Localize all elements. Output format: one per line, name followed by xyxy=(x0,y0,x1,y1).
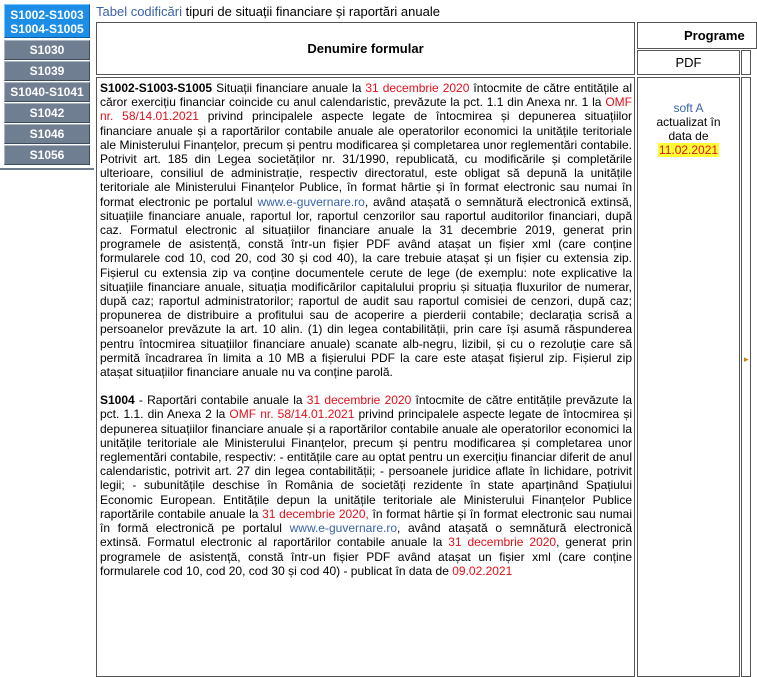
sidebar-item-s1046[interactable]: S1046 xyxy=(4,124,90,144)
partial-marker-icon: ▸ xyxy=(744,354,749,364)
entry-text: întocmite de către entitățile al căror exercițiu financiar coincide cu anul calendaristic, prevăzute la pct. 1.1 din Anexa nr. 1 la xyxy=(100,81,632,110)
sidebar-item-s1002-s1005[interactable]: S1002-S1003 S1004-S1005 xyxy=(4,4,90,38)
entry-text: întocmite de către entitățile prevăzute la pct. 1.1. din Anexa 2 la xyxy=(100,393,632,422)
publish-date: 09.02.2021 xyxy=(452,563,513,578)
e-guvernare-link[interactable]: www.e-guvernare.ro xyxy=(289,521,398,536)
entry-code: S1004 xyxy=(100,393,135,408)
header-extra-column xyxy=(741,50,751,75)
sidebar-item-s1040-s1041[interactable]: S1040-S1041 xyxy=(4,82,90,102)
sidebar-item-s1039[interactable]: S1039 xyxy=(4,61,90,81)
entry-s1002-s1003-s1005 xyxy=(100,81,632,379)
deadline-date: 31 decembrie 2020 xyxy=(365,81,470,95)
soft-a-link[interactable]: soft A xyxy=(673,101,704,115)
header-programe: Programe xyxy=(637,22,757,49)
sidebar-item-s1042[interactable]: S1042 xyxy=(4,103,90,123)
sidebar xyxy=(0,0,94,168)
deadline-date: 31 decembrie 2020 xyxy=(448,535,557,550)
entry-text: , generat prin programele de asistență, constă într-un fișier PDF având atașat un fișier xml (care conține formularele cod 10, cod 20, cod 30 și cod 40) - publicat în data de xyxy=(100,535,632,578)
updated-date: 11.02.2021 xyxy=(658,143,719,157)
deadline-date: 31 decembrie 2020 xyxy=(306,393,412,408)
entry-text: , având atașată o semnătură electronică extinsă, situațiile financiare anuale, raportul lor, raportul cenzorilor sau raportul auditorilor financiari, după caz. Formatul electronic al situațiilor financiare anuale la 31 decembrie 2019, generat prin programele de asistență, constă într-un fișier PDF având atașat un fișier xml (care conține formularele cod 10, cod 20, cod 30 și cod 40), la care trebuie atașat și un fișier cu extensia zip. Fișierul cu extensia zip va conține documentele cerute de lege (de exemplu: note explicative la situațiile financiare anuale, situația modificărilor capitalului propriu și situația fluxurilor de numerar, după caz; raportul administratorilor; raportul de audit sau raportul comisiei de cenzori, după caz; propunerea de distribuire a profitului sau de acoperire a pierderii contabile; declarația scrisă a persoanelor prevăzute la art. 10 alin. (1) din legea contabilității, prin care își asumă răspunderea pentru întocmirea situațiilor financiare anuale) scanate alb-negru, lizibil, și cu o rezoluție care să permită încadrarea în limita a 10 MB a fișierului PDF la care este atașat fișierul zip. Fișierul zip atașat situațiilor financiare anuale nu va conține parolă. xyxy=(100,194,633,380)
entry-text: , având atașată o semnătură electronică extinsă. Formatul electronic al raportărilor contabile anuale la xyxy=(100,521,633,550)
codification-table-link[interactable]: Tabel codificări xyxy=(96,4,182,19)
sidebar-bottom-border xyxy=(0,168,94,170)
form-description-cell xyxy=(96,77,635,677)
deadline-date: 31 decembrie 2020, xyxy=(262,506,369,521)
header-pdf: PDF xyxy=(637,50,740,75)
entry-text: privind principalele aspecte legate de întocmirea și depunerea situațiilor financiare anuale și a raportărilor contabile anuale ale operatorilor economici la unitățile teritoriale ale Ministerului Finanțelor, precum și pentru modificarea și completarea unor reglementări contabile, respectiv: - entitățile care au optat pentru un exercițiu financiar diferit de anul calendaristic, potrivit art. 27 din legea contabilității; - persoanele juridice aflate în lichidare, potrivit legii; - subunitățile deschise în România de societăți rezidente în state aparținând Spațiului Economic European. Entitățile depun la unitățile teritoriale ale Ministerului Finanțelor Publice raportările contabile anuale la xyxy=(100,407,632,521)
entry-text: - Raportări contabile anuale la xyxy=(134,393,307,408)
caption-text: tipuri de situații financiare și raportări anuale xyxy=(182,4,440,19)
sidebar-item-s1056[interactable]: S1056 xyxy=(4,145,90,165)
entry-code: S1002-S1003-S1005 xyxy=(100,81,213,95)
extra-column-cell xyxy=(741,77,751,677)
table-caption xyxy=(96,3,744,21)
pdf-download-cell xyxy=(637,77,740,677)
sidebar-item-s1030[interactable]: S1030 xyxy=(4,40,90,60)
entry-text: Situații financiare anuale la xyxy=(212,81,366,95)
entry-text: privind principalele aspecte legate de întocmirea și depunerea situațiilor financiare anuale și a raportărilor contabile anuale ale operatorilor economici la unitățile teritoriale ale Ministerului Finanțelor, precum și pentru modificarea și completarea unor reglementări contabile. Potrivit art. 185 din Legea societăților nr. 31/1990, republicată, cu modificările și completările ulterioare, consiliul de administrație, respectiv directoratul, este obligat să depună la unitățile teritoriale ale Ministerului Finanțelor Publice, în format hârtie și în format electronic sau numai în format electronic pe portalul xyxy=(100,109,632,209)
omf-link[interactable]: OMF nr. 58/14.01.2021 xyxy=(100,95,632,124)
updated-label: actualizat în data de xyxy=(656,115,721,143)
header-denumire-formular: Denumire formular xyxy=(96,22,635,75)
entry-s1004 xyxy=(100,393,632,578)
e-guvernare-link[interactable]: www.e-guvernare.ro xyxy=(257,194,365,209)
omf-link[interactable]: OMF nr. 58/14.01.2021 xyxy=(229,407,355,422)
entry-text: în format hârtie și în format electronic sau numai în formă electronică pe portalul xyxy=(100,506,633,536)
